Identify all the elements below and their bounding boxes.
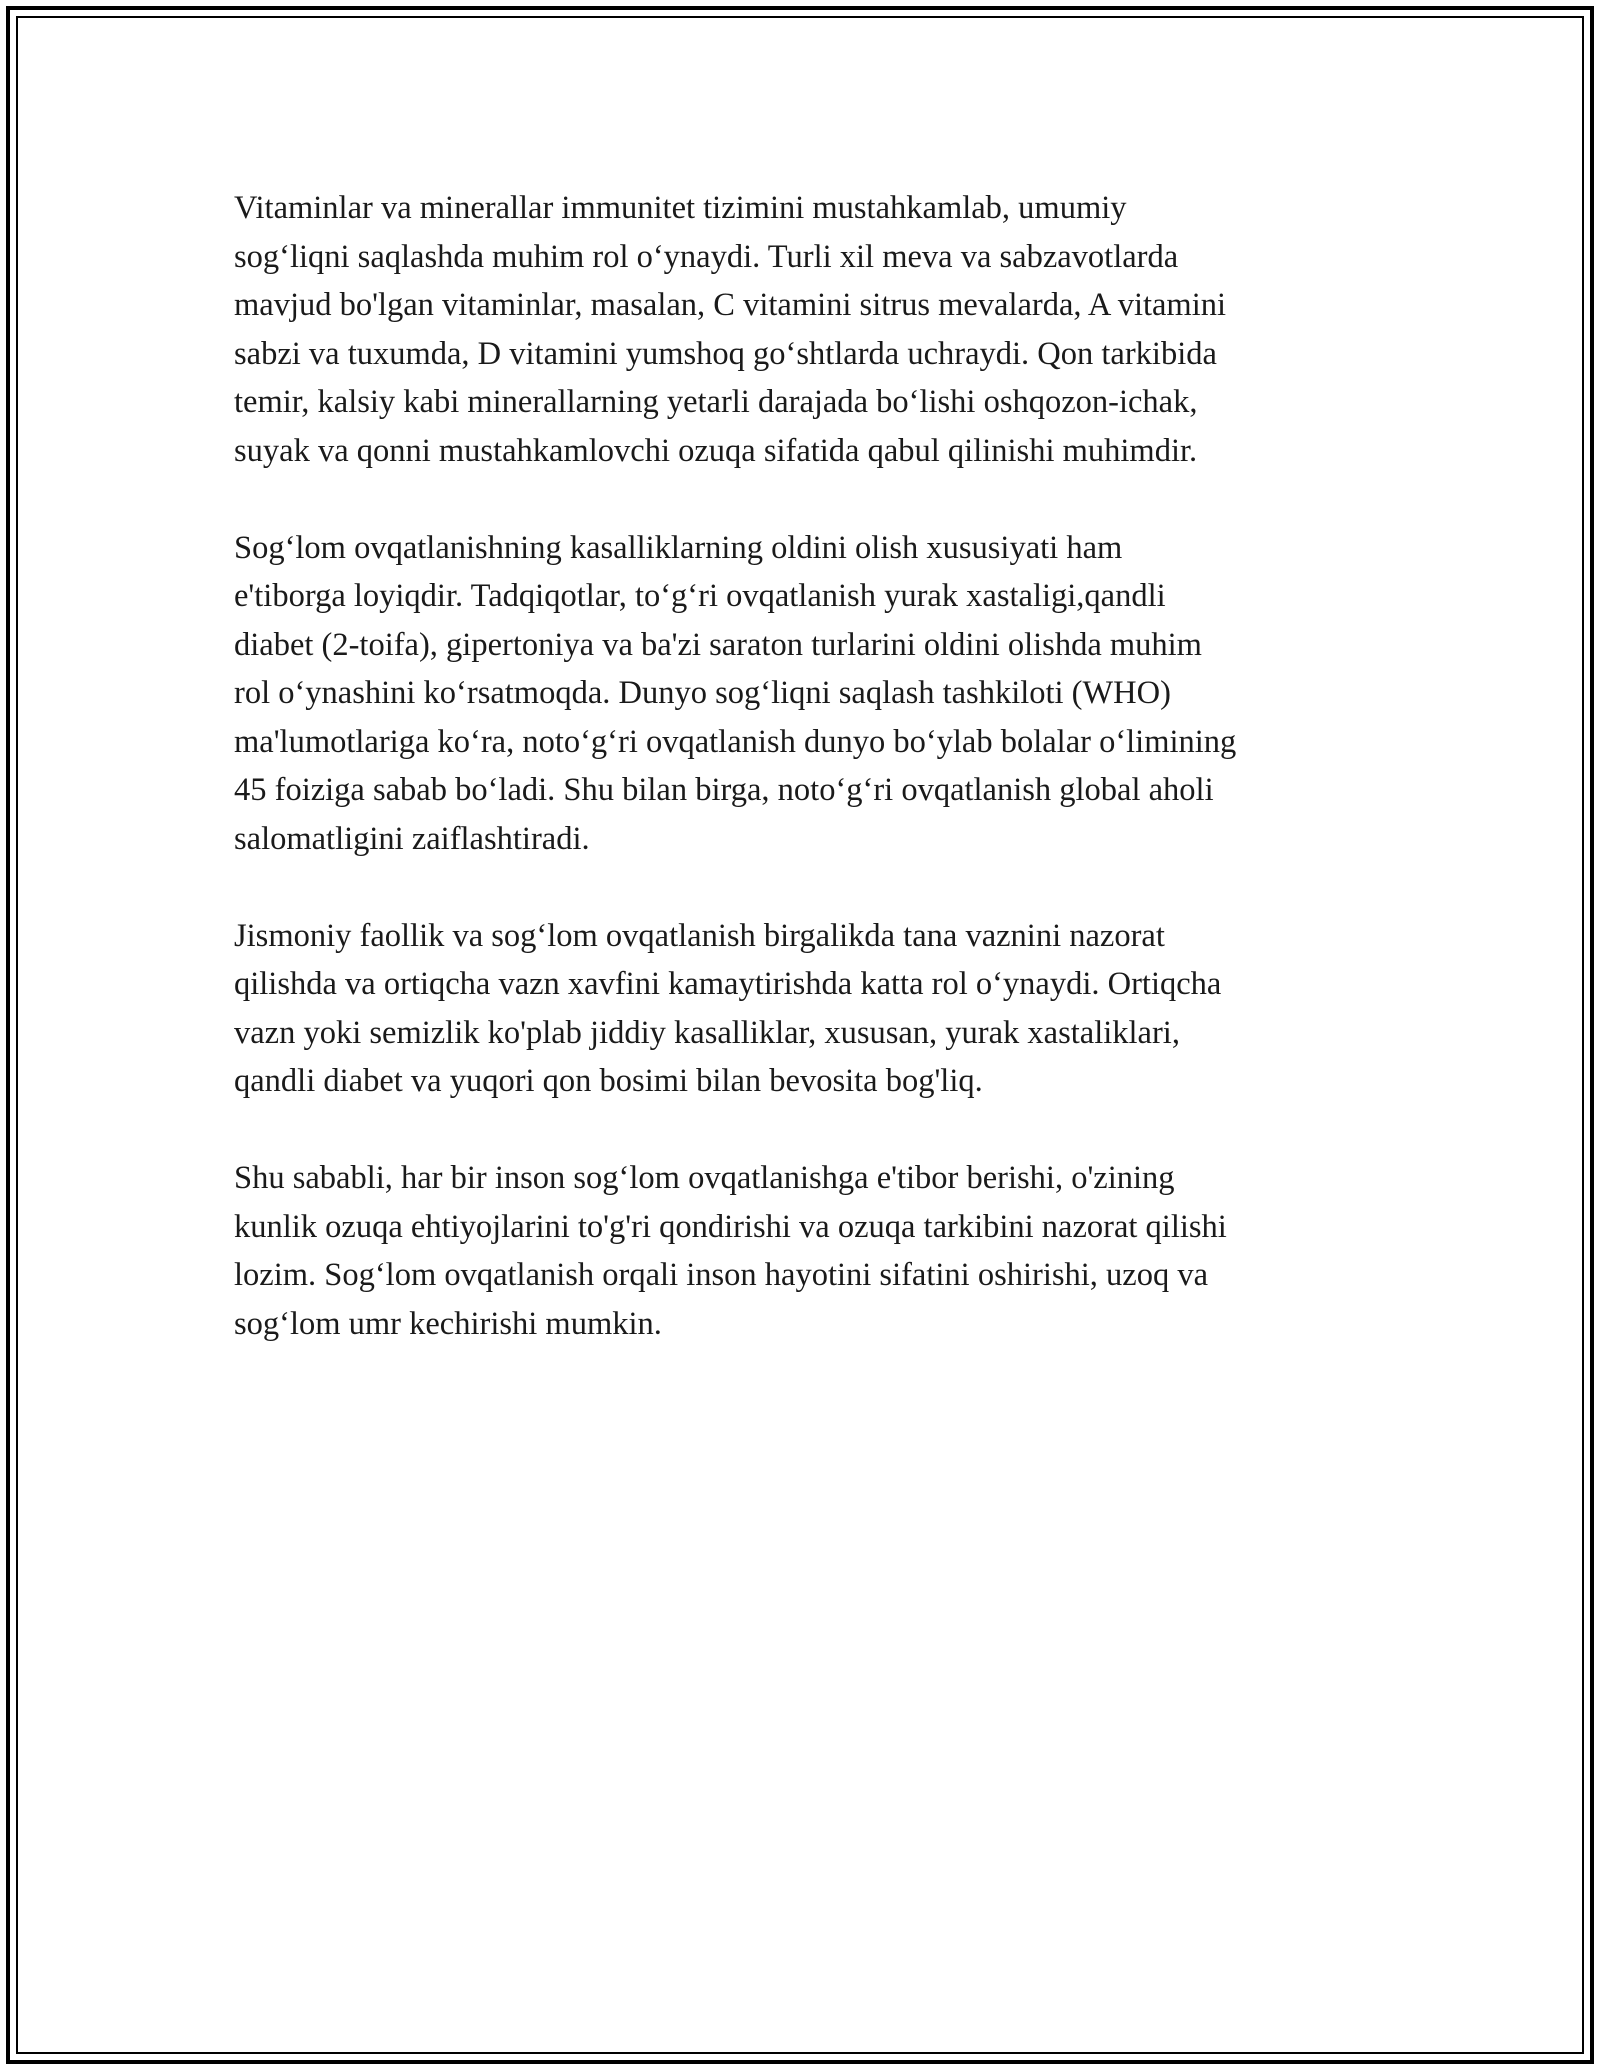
text-line: Vitaminlar va minerallar immunitet tizimini mustahkamlab, umumiy	[234, 190, 1127, 226]
text-line: sog‘liqni saqlashda muhim rol o‘ynaydi. Turli xil meva va sabzavotlarda	[234, 238, 1179, 275]
text-line: qilishda va ortiqcha vazn xavfini kamaytirishda katta rol o‘ynaydi. Ortiqcha	[234, 966, 1222, 1002]
text-line: diabet (2-toifa), gipertoniya va ba'zi saraton turlarini oldini olishda muhim	[234, 626, 1202, 663]
text-line: suyak va qonni mustahkamlovchi ozuqa sifatida qabul qilinishi muhimdir.	[234, 432, 1198, 469]
text-line: temir, kalsiy kabi minerallarning yetarli darajada bo‘lishi oshqozon-ichak,	[234, 384, 1198, 420]
text-line: rol o‘ynashini ko‘rsatmoqda. Dunyo sog‘liqni saqlash tashkiloti (WHO)	[234, 675, 1171, 711]
text-line: ma'lumotlariga ko‘ra, noto‘g‘ri ovqatlanish dunyo bo‘ylab bolalar o‘limining	[234, 723, 1237, 760]
text-line: Jismoniy faollik va sog‘lom ovqatlanish birgalikda tana vaznini nazorat	[234, 917, 1165, 954]
text-line: qandli diabet va yuqori qon bosimi bilan bevosita bog'liq.	[234, 1063, 983, 1099]
text-line: kunlik ozuqa ehtiyojlarini to'g'ri qondirishi va ozuqa tarkibini nazorat qilishi	[234, 1208, 1227, 1245]
text-line: Shu sababli, har bir inson sog‘lom ovqatlanishga e'tibor berishi, o'zining	[234, 1160, 1175, 1196]
text-line: vazn yoki semizlik ko'plab jiddiy kasalliklar, xususan, yurak xastaliklari,	[234, 1014, 1180, 1051]
text-line: mavjud bo'lgan vitaminlar, masalan, C vitamini sitrus mevalarda, A vitamini	[234, 287, 1227, 323]
text-line: lozim. Sog‘lom ovqatlanish orqali inson hayotini sifatini oshirishi, uzoq va	[234, 1257, 1209, 1293]
paragraph-vitamins	[234, 184, 1374, 475]
text-line: Sog‘lom ovqatlanishning kasalliklarning oldini olish xususiyati ham	[234, 529, 1123, 566]
text-line: salomatligini zaiflashtiradi.	[234, 820, 590, 857]
document-body	[234, 184, 1374, 1397]
paragraph-disease-prevention	[234, 524, 1374, 864]
paragraph-conclusion	[234, 1154, 1374, 1348]
text-line: e'tiborga loyiqdir. Tadqiqotlar, to‘g‘ri ovqatlanish yurak xastaligi,qandli	[234, 578, 1166, 614]
text-line: 45 foiziga sabab bo‘ladi. Shu bilan birga, noto‘g‘ri ovqatlanish global aholi	[234, 772, 1214, 808]
text-line: sog‘lom umr kechirishi mumkin.	[234, 1305, 662, 1342]
paragraph-physical-activity	[234, 912, 1374, 1106]
text-line: sabzi va tuxumda, D vitamini yumshoq go‘shtlarda uchraydi. Qon tarkibida	[234, 335, 1217, 372]
